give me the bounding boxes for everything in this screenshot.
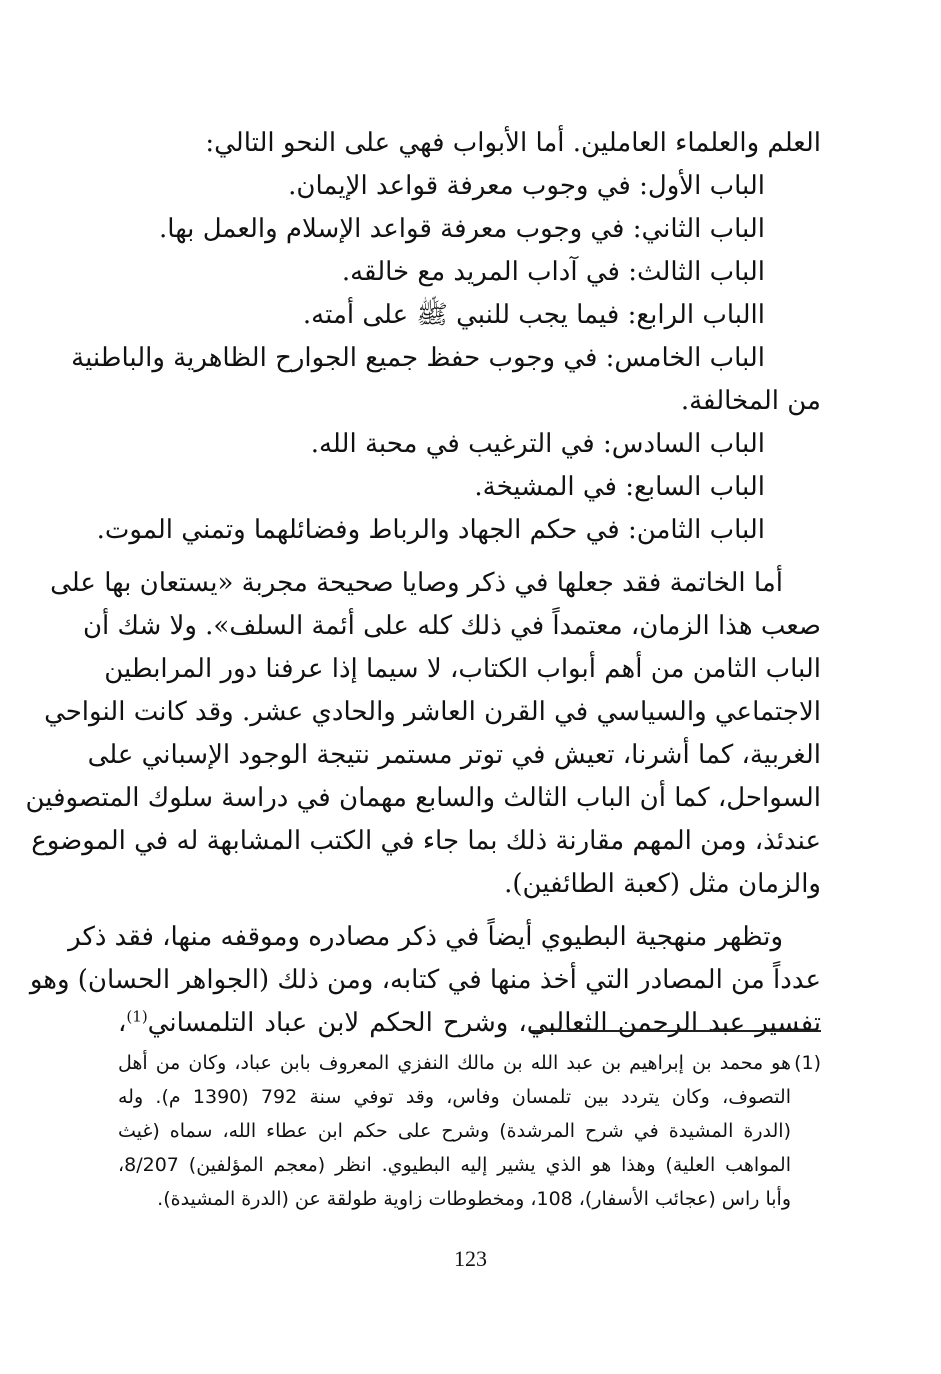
paragraph-line: صعب هذا الزمان، معتمداً في ذلك كله على أئمة السلف». ولا شك أن: [82, 611, 821, 641]
footnote-separator: [531, 1030, 821, 1032]
footnote-block: [118, 1046, 821, 1216]
footnote-line: وأبا راس (عجائب الأسفار)، 108، ومخطوطات زاوية طولقة عن (الدرة المشيدة).: [157, 1188, 791, 1210]
paragraph-last-line: [118, 1002, 821, 1045]
page-number: 123: [454, 1246, 487, 1271]
paragraph-line: وتظهر منهجية البطيوي أيضاً في ذكر مصادره وموقفه منها، فقد ذكر: [68, 922, 783, 952]
paragraph-line-punct: ،: [118, 1008, 127, 1038]
intro-line: العلم والعلماء العاملين. أما الأبواب فهي على النحو التالي:: [205, 128, 821, 158]
paragraph-line: السواحل، كما أن الباب الثالث والسابع مهمان في دراسة سلوك المتصوفين: [25, 783, 821, 813]
paragraph-line-text: تفسير عبد الرحمن الثعالبي، وشرح الحكم لابن عباد التلمساني: [147, 1008, 821, 1038]
paragraph-conclusion: [25, 562, 821, 906]
chapter-6: الباب السادس: في الترغيب في محبة الله.: [310, 429, 765, 459]
paragraph-methodology: [29, 916, 821, 1045]
chapter-4: االباب الرابع: فيما يجب للنبي ﷺ على أمته.: [302, 300, 765, 330]
footnote-line: المواهب العلية) وهذا هو الذي يشير إليه البطيوي. انظر (معجم المؤلفين) 8/207،: [118, 1154, 791, 1176]
main-text: [25, 122, 821, 1045]
chapter-5-line-2: من المخالفة.: [680, 386, 821, 416]
footnote-line: هو محمد بن إبراهيم بن عبد الله بن مالك النفزي المعروف بابن عباد، وكان من أهل: [118, 1052, 791, 1074]
paragraph-line: الغربية، كما أشرنا، تعيش في توتر مستمر نتيجة الوجود الإسباني على: [87, 740, 821, 770]
paragraph-line: عندئذ، ومن المهم مقارنة ذلك بما جاء في الكتب المشابهة له في الموضوع: [31, 826, 821, 856]
chapter-1: الباب الأول: في وجوب معرفة قواعد الإيمان.: [288, 171, 765, 201]
chapter-2: الباب الثاني: في وجوب معرفة قواعد الإسلام والعمل بها.: [159, 214, 765, 244]
paragraph-line: الاجتماعي والسياسي في القرن العاشر والحادي عشر. وقد كانت النواحي: [44, 697, 821, 727]
footnote-line: التصوف، وكان يتردد بين تلمسان وفاس، وقد توفي سنة 792 (1390 م). وله: [118, 1086, 792, 1108]
chapter-5-line-1: الباب الخامس: في وجوب حفظ جميع الجوارح الظاهرية والباطنية: [71, 343, 765, 373]
footnote-reference[interactable]: (1): [126, 1007, 148, 1026]
paragraph-line: الباب الثامن من أهم أبواب الكتاب، لا سيما إذا عرفنا دور المرابطين: [104, 654, 821, 684]
chapter-3: الباب الثالث: في آداب المريد مع خالقه.: [341, 257, 765, 287]
paragraph-line: أما الخاتمة فقد جعلها في ذكر وصايا صحيحة مجربة «يستعان بها على: [50, 568, 783, 598]
chapter-7: الباب السابع: في المشيخة.: [474, 472, 765, 502]
paragraph-line: عدداً من المصادر التي أخذ منها في كتابه، ومن ذلك (الجواهر الحسان) وهو: [29, 965, 821, 995]
footnote-number: (1): [794, 1052, 821, 1074]
footnote-line: (الدرة المشيدة في شرح المرشدة) وشرح على حكم ابن عطاء الله، سماه (غيث: [118, 1120, 791, 1142]
chapter-8: الباب الثامن: في حكم الجهاد والرباط وفضائلهما وتمني الموت.: [96, 515, 765, 545]
paragraph-line: والزمان مثل (كعبة الطائفين).: [504, 869, 821, 899]
